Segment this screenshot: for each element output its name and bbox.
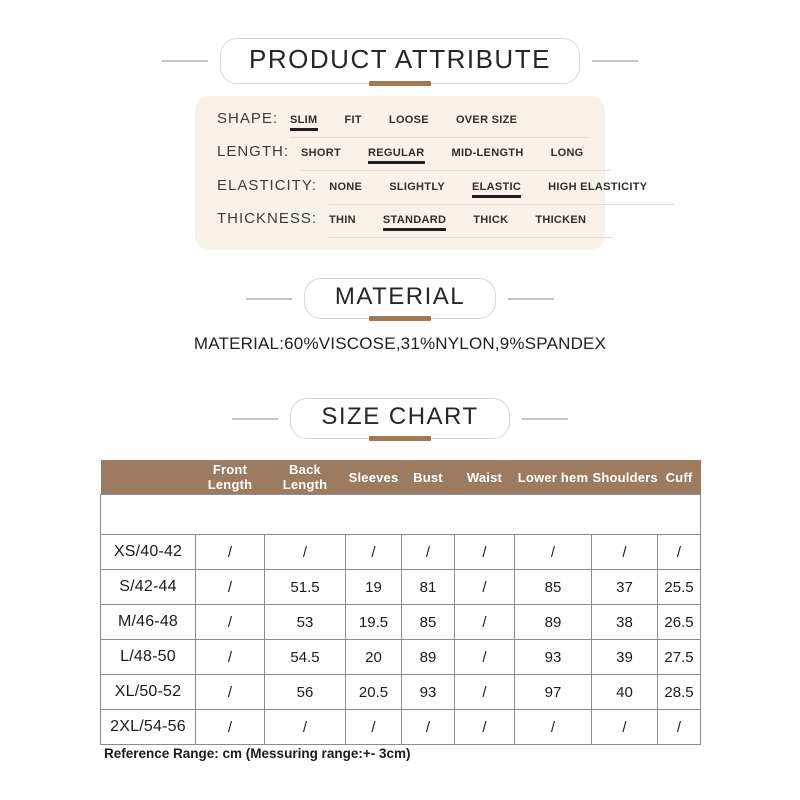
measurement-cell: / [346, 535, 402, 570]
attribute-label: LENGTH: [217, 143, 290, 161]
column-header: Cuff [658, 460, 701, 495]
measurement-cell: / [515, 535, 592, 570]
measurement-cell: 26.5 [658, 605, 701, 640]
title-accent-underline [369, 81, 431, 86]
attribute-panel [195, 96, 648, 250]
size-chart-header [0, 398, 800, 439]
measurement-cell: / [196, 605, 265, 640]
attribute-option: SHORT [301, 147, 342, 160]
size-table-body [101, 495, 701, 745]
measurement-cell: 51.5 [265, 570, 346, 605]
size-row [101, 640, 701, 675]
material-header [0, 278, 800, 319]
measurement-cell: 93 [515, 640, 592, 675]
measurement-cell: 56 [265, 675, 346, 710]
measurement-cell: / [455, 535, 515, 570]
measurement-cell: 89 [515, 605, 592, 640]
measurement-cell: / [196, 675, 265, 710]
attribute-label: SHAPE: [217, 109, 279, 127]
measurement-cell: 53 [265, 605, 346, 640]
measurement-cell: / [196, 710, 265, 745]
column-header: Waist [455, 460, 515, 495]
attribute-options [290, 114, 589, 138]
measurement-cell: 20 [346, 640, 402, 675]
measurement-cell: 39 [592, 640, 658, 675]
attribute-row [217, 176, 648, 205]
column-header: Lower hem [515, 460, 592, 495]
attribute-row [217, 143, 589, 171]
size-note: Reference Range: cm (Messuring range:+- 3cm) [104, 746, 411, 761]
size-table [100, 460, 701, 745]
size-label: XL/50-52 [101, 675, 196, 710]
size-label: M/46-48 [101, 605, 196, 640]
measurement-cell: 27.5 [658, 640, 701, 675]
measurement-cell: 81 [402, 570, 455, 605]
title-accent-underline [369, 316, 431, 321]
attribute-option: SLIGHTLY [389, 180, 445, 193]
attribute-option: THICKEN [535, 214, 587, 227]
attribute-option-selected: REGULAR [368, 147, 425, 164]
attribute-option: HIGH ELASTICITY [548, 180, 648, 193]
column-header [101, 460, 196, 495]
size-row [101, 675, 701, 710]
attribute-option: OVER SIZE [455, 113, 518, 126]
decorative-dash-left [162, 60, 208, 62]
measurement-cell: 40 [592, 675, 658, 710]
attribute-label: THICKNESS: [217, 210, 318, 228]
column-header: Front Length [196, 460, 265, 495]
attribute-option: LOOSE [388, 113, 429, 126]
attribute-row [217, 110, 589, 138]
measurement-cell: / [455, 675, 515, 710]
measurement-cell: 93 [402, 675, 455, 710]
section-title-box [304, 278, 496, 319]
measurement-cell: / [455, 640, 515, 675]
size-row [101, 535, 701, 570]
decorative-dash-right [592, 60, 638, 62]
attribute-options [301, 147, 611, 171]
column-header: Bust [402, 460, 455, 495]
attribute-options [329, 181, 674, 205]
measurement-cell: 20.5 [346, 675, 402, 710]
attribute-option: FIT [344, 113, 362, 126]
measurement-cell: 89 [402, 640, 455, 675]
section-title-box [220, 38, 580, 84]
decorative-dash-right [522, 418, 568, 420]
measurement-cell: 38 [592, 605, 658, 640]
table-header-row [101, 460, 701, 495]
attribute-option: MID-LENGTH [451, 147, 524, 160]
material-composition: MATERIAL:60%VISCOSE,31%NYLON,9%SPANDEX [193, 334, 607, 353]
measurement-cell: / [402, 710, 455, 745]
measurement-cell: / [455, 570, 515, 605]
attribute-option-selected: STANDARD [383, 214, 446, 231]
attribute-option: THICK [473, 214, 509, 227]
attribute-option-selected: ELASTIC [472, 181, 521, 198]
decorative-dash-right [508, 298, 554, 300]
size-row [101, 570, 701, 605]
measurement-cell: / [515, 710, 592, 745]
column-header: Sleeves [346, 460, 402, 495]
measurement-cell: / [455, 710, 515, 745]
measurement-cell: 97 [515, 675, 592, 710]
measurement-cell: 25.5 [658, 570, 701, 605]
measurement-cell: / [402, 535, 455, 570]
decorative-dash-left [232, 418, 278, 420]
measurement-cell: / [265, 535, 346, 570]
measurement-cell: / [592, 710, 658, 745]
measurement-cell: / [265, 710, 346, 745]
measurement-cell: 19.5 [346, 605, 402, 640]
measurement-cell: 28.5 [658, 675, 701, 710]
attribute-option-selected: SLIM [290, 114, 317, 131]
measurement-cell: 37 [592, 570, 658, 605]
title-accent-underline [369, 436, 431, 441]
measurement-cell: / [592, 535, 658, 570]
material-title: MATERIAL [334, 283, 466, 310]
size-label: XS/40-42 [101, 535, 196, 570]
measurement-cell: / [455, 605, 515, 640]
decorative-dash-left [246, 298, 292, 300]
size-row [101, 605, 701, 640]
product-attribute-header [0, 38, 800, 84]
size-row [101, 710, 701, 745]
attribute-option: LONG [550, 147, 584, 160]
cropped-empty-row [101, 495, 701, 535]
column-header: Shoulders [592, 460, 658, 495]
measurement-cell: / [196, 535, 265, 570]
section-title-box [290, 398, 509, 439]
measurement-cell: / [658, 535, 701, 570]
size-label: 2XL/54-56 [101, 710, 196, 745]
measurement-cell: / [658, 710, 701, 745]
attribute-options [329, 214, 613, 238]
measurement-cell: 85 [402, 605, 455, 640]
product-attribute-title: PRODUCT ATTRIBUTE [249, 44, 551, 74]
attribute-option: THIN [329, 214, 356, 227]
measurement-cell: 85 [515, 570, 592, 605]
column-header: Back Length [265, 460, 346, 495]
measurement-cell: / [346, 710, 402, 745]
size-label: L/48-50 [101, 640, 196, 675]
measurement-cell: / [196, 640, 265, 675]
measurement-cell: 54.5 [265, 640, 346, 675]
measurement-cell: 19 [346, 570, 402, 605]
attribute-label: ELASTICITY: [217, 176, 318, 194]
cropped-empty-cell [101, 495, 701, 535]
size-table-head [101, 460, 701, 495]
size-chart-title: SIZE CHART [321, 403, 479, 430]
measurement-cell: / [196, 570, 265, 605]
attribute-option: NONE [329, 180, 363, 193]
size-label: S/42-44 [101, 570, 196, 605]
attribute-row [217, 210, 589, 238]
